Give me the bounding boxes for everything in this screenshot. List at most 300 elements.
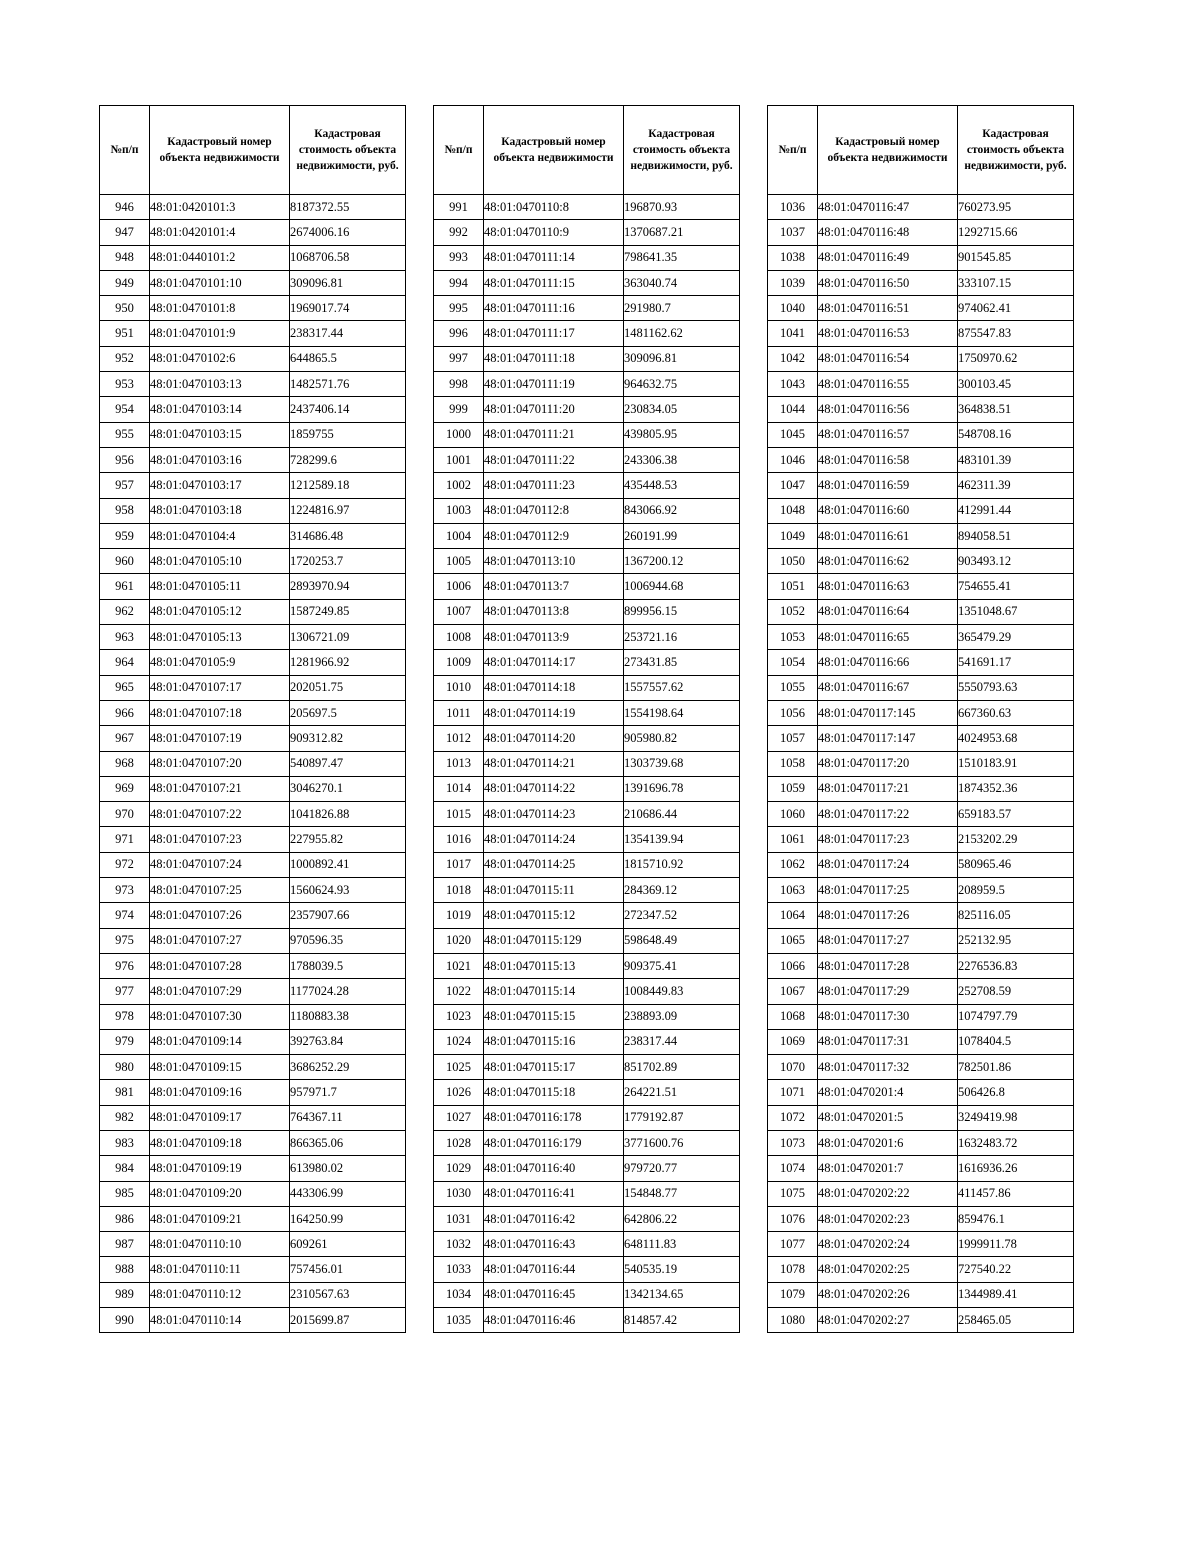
- cadastral-value: 252708.59: [958, 979, 1074, 1004]
- cadastral-number: 48:01:0470117:28: [818, 953, 958, 978]
- row-number: 1044: [768, 397, 818, 422]
- cadastral-number: 48:01:0470105:9: [150, 650, 290, 675]
- table-row: [100, 1232, 406, 1257]
- cadastral-value: 754655.41: [958, 574, 1074, 599]
- cadastral-value: 957971.7: [290, 1080, 406, 1105]
- row-number: 994: [434, 270, 484, 295]
- cadastral-number: 48:01:0470116:43: [484, 1232, 624, 1257]
- cadastral-value: 412991.44: [958, 498, 1074, 523]
- cadastral-value: 1292715.66: [958, 220, 1074, 245]
- table-row: [768, 700, 1074, 725]
- cadastral-number: 48:01:0470103:13: [150, 372, 290, 397]
- row-number: 1059: [768, 776, 818, 801]
- cadastral-number: 48:01:0470107:28: [150, 953, 290, 978]
- table-header-row: [768, 106, 1074, 195]
- row-number: 953: [100, 372, 150, 397]
- row-number: 959: [100, 523, 150, 548]
- table-row: [768, 321, 1074, 346]
- table-row: [100, 979, 406, 1004]
- row-number: 1038: [768, 245, 818, 270]
- cadastral-number: 48:01:0470113:8: [484, 599, 624, 624]
- table-row: [768, 1308, 1074, 1333]
- row-number: 1042: [768, 346, 818, 371]
- table-header-row: [100, 106, 406, 195]
- row-number: 996: [434, 321, 484, 346]
- table-row: [100, 220, 406, 245]
- cadastral-number: 48:01:0470116:45: [484, 1282, 624, 1307]
- cadastral-number: 48:01:0470115:16: [484, 1029, 624, 1054]
- row-number: 1052: [768, 599, 818, 624]
- table-row: [434, 700, 740, 725]
- cadastral-value: 309096.81: [290, 270, 406, 295]
- cadastral-value: 979720.77: [624, 1156, 740, 1181]
- row-number: 1026: [434, 1080, 484, 1105]
- cadastral-value: 238317.44: [290, 321, 406, 346]
- row-number: 1048: [768, 498, 818, 523]
- cadastral-value: 363040.74: [624, 270, 740, 295]
- cadastral-value: 1074797.79: [958, 1004, 1074, 1029]
- cadastral-value: 208959.5: [958, 878, 1074, 903]
- row-number: 992: [434, 220, 484, 245]
- row-number: 1001: [434, 447, 484, 472]
- cadastral-number: 48:01:0470111:18: [484, 346, 624, 371]
- cadastral-value: 210686.44: [624, 802, 740, 827]
- table-row: [434, 878, 740, 903]
- row-number: 954: [100, 397, 150, 422]
- cadastral-number: 48:01:0470116:48: [818, 220, 958, 245]
- table-row: [434, 1282, 740, 1307]
- cadastral-value: 1342134.65: [624, 1282, 740, 1307]
- cadastral-value: 1632483.72: [958, 1130, 1074, 1155]
- header-num: №п/п: [768, 106, 818, 195]
- cadastral-value: 1006944.68: [624, 574, 740, 599]
- cadastral-number: 48:01:0470107:23: [150, 827, 290, 852]
- cadastral-value: 1177024.28: [290, 979, 406, 1004]
- cadastral-value: 1000892.41: [290, 852, 406, 877]
- cadastral-number: 48:01:0470201:6: [818, 1130, 958, 1155]
- table-row: [768, 473, 1074, 498]
- table-row: [768, 852, 1074, 877]
- row-number: 974: [100, 903, 150, 928]
- table-row: [100, 1130, 406, 1155]
- cadastral-value: 1303739.68: [624, 751, 740, 776]
- table-row: [768, 878, 1074, 903]
- cadastral-value: 728299.6: [290, 447, 406, 472]
- table-row: [434, 1232, 740, 1257]
- table-row: [434, 447, 740, 472]
- cadastral-number: 48:01:0470115:18: [484, 1080, 624, 1105]
- cadastral-value: 1482571.76: [290, 372, 406, 397]
- row-number: 1019: [434, 903, 484, 928]
- row-number: 1035: [434, 1308, 484, 1333]
- row-number: 955: [100, 422, 150, 447]
- table-row: [768, 1029, 1074, 1054]
- row-number: 1021: [434, 953, 484, 978]
- row-number: 990: [100, 1308, 150, 1333]
- table-row: [434, 675, 740, 700]
- table-row: [768, 625, 1074, 650]
- cadastral-value: 252132.95: [958, 928, 1074, 953]
- table-row: [768, 447, 1074, 472]
- row-number: 958: [100, 498, 150, 523]
- cadastral-number: 48:01:0470101:8: [150, 296, 290, 321]
- cadastral-value: 859476.1: [958, 1206, 1074, 1231]
- row-number: 948: [100, 245, 150, 270]
- cadastral-value: 866365.06: [290, 1130, 406, 1155]
- cadastral-number: 48:01:0470115:12: [484, 903, 624, 928]
- table-row: [434, 650, 740, 675]
- row-number: 1003: [434, 498, 484, 523]
- table-row: [434, 422, 740, 447]
- table-row: [100, 574, 406, 599]
- cadastral-value: 273431.85: [624, 650, 740, 675]
- cadastral-number: 48:01:0470107:19: [150, 726, 290, 751]
- table-row: [434, 1004, 740, 1029]
- table-row: [434, 827, 740, 852]
- cadastral-value: 443306.99: [290, 1181, 406, 1206]
- row-number: 991: [434, 195, 484, 220]
- cadastral-value: 644865.5: [290, 346, 406, 371]
- cadastral-value: 333107.15: [958, 270, 1074, 295]
- table-row: [434, 1308, 740, 1333]
- table-body: [768, 195, 1074, 1333]
- header-cadastral-value: Кадастровая стоимость объекта недвижимости, руб.: [958, 106, 1074, 195]
- cadastral-value: 435448.53: [624, 473, 740, 498]
- table-row: [100, 675, 406, 700]
- table-row: [100, 1257, 406, 1282]
- cadastral-number: 48:01:0470116:60: [818, 498, 958, 523]
- cadastral-value: 291980.7: [624, 296, 740, 321]
- row-number: 1060: [768, 802, 818, 827]
- table-row: [100, 776, 406, 801]
- cadastral-value: 667360.63: [958, 700, 1074, 725]
- cadastral-number: 48:01:0470117:32: [818, 1055, 958, 1080]
- row-number: 1015: [434, 802, 484, 827]
- row-number: 981: [100, 1080, 150, 1105]
- row-number: 1030: [434, 1181, 484, 1206]
- cadastral-value: 2357907.66: [290, 903, 406, 928]
- cadastral-number: 48:01:0470116:65: [818, 625, 958, 650]
- cadastral-number: 48:01:0470110:9: [484, 220, 624, 245]
- row-number: 946: [100, 195, 150, 220]
- cadastral-number: 48:01:0470117:31: [818, 1029, 958, 1054]
- cadastral-value: 1560624.93: [290, 878, 406, 903]
- cadastral-number: 48:01:0470116:57: [818, 422, 958, 447]
- row-number: 997: [434, 346, 484, 371]
- cadastral-number: 48:01:0470111:19: [484, 372, 624, 397]
- cadastral-value: 483101.39: [958, 447, 1074, 472]
- row-number: 1072: [768, 1105, 818, 1130]
- cadastral-number: 48:01:0470107:20: [150, 751, 290, 776]
- table-row: [768, 827, 1074, 852]
- cadastral-table-1: [99, 105, 406, 1333]
- cadastral-value: 609261: [290, 1232, 406, 1257]
- table-row: [100, 928, 406, 953]
- cadastral-value: 899956.15: [624, 599, 740, 624]
- table-row: [768, 1156, 1074, 1181]
- cadastral-number: 48:01:0470116:49: [818, 245, 958, 270]
- row-number: 1057: [768, 726, 818, 751]
- table-row: [768, 751, 1074, 776]
- cadastral-number: 48:01:0470114:24: [484, 827, 624, 852]
- table-row: [100, 1055, 406, 1080]
- table-row: [434, 953, 740, 978]
- row-number: 1070: [768, 1055, 818, 1080]
- row-number: 1064: [768, 903, 818, 928]
- cadastral-value: 903493.12: [958, 549, 1074, 574]
- table-row: [434, 346, 740, 371]
- row-number: 1013: [434, 751, 484, 776]
- row-number: 1077: [768, 1232, 818, 1257]
- cadastral-value: 905980.82: [624, 726, 740, 751]
- cadastral-number: 48:01:0470116:42: [484, 1206, 624, 1231]
- table-row: [100, 599, 406, 624]
- row-number: 1016: [434, 827, 484, 852]
- table-row: [768, 1080, 1074, 1105]
- row-number: 1073: [768, 1130, 818, 1155]
- table-row: [768, 1105, 1074, 1130]
- row-number: 1031: [434, 1206, 484, 1231]
- cadastral-number: 48:01:0470114:25: [484, 852, 624, 877]
- cadastral-number: 48:01:0470117:23: [818, 827, 958, 852]
- table-row: [100, 625, 406, 650]
- row-number: 985: [100, 1181, 150, 1206]
- row-number: 1036: [768, 195, 818, 220]
- header-cadastral-value: Кадастровая стоимость объекта недвижимости, руб.: [290, 106, 406, 195]
- table-row: [434, 903, 740, 928]
- row-number: 1004: [434, 523, 484, 548]
- cadastral-value: 5550793.63: [958, 675, 1074, 700]
- cadastral-value: 309096.81: [624, 346, 740, 371]
- cadastral-number: 48:01:0470117:30: [818, 1004, 958, 1029]
- cadastral-number: 48:01:0470107:18: [150, 700, 290, 725]
- cadastral-number: 48:01:0470117:22: [818, 802, 958, 827]
- table-row: [100, 650, 406, 675]
- cadastral-value: 260191.99: [624, 523, 740, 548]
- table-row: [434, 195, 740, 220]
- table-row: [768, 726, 1074, 751]
- table-row: [434, 498, 740, 523]
- table-row: [100, 473, 406, 498]
- cadastral-number: 48:01:0470114:17: [484, 650, 624, 675]
- cadastral-number: 48:01:0470116:56: [818, 397, 958, 422]
- row-number: 967: [100, 726, 150, 751]
- cadastral-number: 48:01:0470107:17: [150, 675, 290, 700]
- cadastral-value: 2893970.94: [290, 574, 406, 599]
- cadastral-number: 48:01:0470116:55: [818, 372, 958, 397]
- cadastral-number: 48:01:0470111:16: [484, 296, 624, 321]
- cadastral-number: 48:01:0470116:51: [818, 296, 958, 321]
- cadastral-value: 264221.51: [624, 1080, 740, 1105]
- row-number: 1008: [434, 625, 484, 650]
- cadastral-value: 1391696.78: [624, 776, 740, 801]
- cadastral-value: 540897.47: [290, 751, 406, 776]
- cadastral-number: 48:01:0470116:59: [818, 473, 958, 498]
- cadastral-number: 48:01:0470103:16: [150, 447, 290, 472]
- cadastral-value: 598648.49: [624, 928, 740, 953]
- row-number: 976: [100, 953, 150, 978]
- table-row: [100, 422, 406, 447]
- cadastral-value: 164250.99: [290, 1206, 406, 1231]
- table-row: [768, 928, 1074, 953]
- row-number: 1050: [768, 549, 818, 574]
- cadastral-number: 48:01:0470201:5: [818, 1105, 958, 1130]
- cadastral-value: 1354139.94: [624, 827, 740, 852]
- cadastral-number: 48:01:0470201:7: [818, 1156, 958, 1181]
- table-row: [100, 751, 406, 776]
- table-row: [768, 397, 1074, 422]
- cadastral-number: 48:01:0470114:19: [484, 700, 624, 725]
- row-number: 1071: [768, 1080, 818, 1105]
- cadastral-number: 48:01:0470103:17: [150, 473, 290, 498]
- table-row: [100, 1206, 406, 1231]
- cadastral-number: 48:01:0470109:18: [150, 1130, 290, 1155]
- cadastral-value: 196870.93: [624, 195, 740, 220]
- row-number: 1051: [768, 574, 818, 599]
- table-row: [434, 397, 740, 422]
- cadastral-value: 2310567.63: [290, 1282, 406, 1307]
- cadastral-value: 272347.52: [624, 903, 740, 928]
- table-row: [434, 523, 740, 548]
- row-number: 989: [100, 1282, 150, 1307]
- cadastral-number: 48:01:0470114:23: [484, 802, 624, 827]
- cadastral-number: 48:01:0470107:29: [150, 979, 290, 1004]
- row-number: 956: [100, 447, 150, 472]
- table-row: [100, 270, 406, 295]
- table-row: [434, 1206, 740, 1231]
- cadastral-value: 798641.35: [624, 245, 740, 270]
- row-number: 1054: [768, 650, 818, 675]
- cadastral-number: 48:01:0470107:27: [150, 928, 290, 953]
- row-number: 1027: [434, 1105, 484, 1130]
- row-number: 1062: [768, 852, 818, 877]
- table-row: [100, 372, 406, 397]
- cadastral-value: 462311.39: [958, 473, 1074, 498]
- cadastral-value: 1180883.38: [290, 1004, 406, 1029]
- row-number: 1002: [434, 473, 484, 498]
- row-number: 983: [100, 1130, 150, 1155]
- table-row: [434, 1257, 740, 1282]
- row-number: 966: [100, 700, 150, 725]
- cadastral-value: 782501.86: [958, 1055, 1074, 1080]
- table-row: [100, 321, 406, 346]
- cadastral-value: 909312.82: [290, 726, 406, 751]
- cadastral-number: 48:01:0470202:26: [818, 1282, 958, 1307]
- cadastral-value: 1068706.58: [290, 245, 406, 270]
- cadastral-number: 48:01:0470115:17: [484, 1055, 624, 1080]
- row-number: 1022: [434, 979, 484, 1004]
- cadastral-value: 1481162.62: [624, 321, 740, 346]
- table-row: [434, 599, 740, 624]
- row-number: 1032: [434, 1232, 484, 1257]
- row-number: 1056: [768, 700, 818, 725]
- cadastral-number: 48:01:0470202:27: [818, 1308, 958, 1333]
- cadastral-number: 48:01:0470105:12: [150, 599, 290, 624]
- table-row: [100, 878, 406, 903]
- cadastral-value: 1281966.92: [290, 650, 406, 675]
- row-number: 949: [100, 270, 150, 295]
- cadastral-value: 1370687.21: [624, 220, 740, 245]
- row-number: 960: [100, 549, 150, 574]
- table-row: [100, 1080, 406, 1105]
- cadastral-value: 1351048.67: [958, 599, 1074, 624]
- cadastral-number: 48:01:0470114:18: [484, 675, 624, 700]
- row-number: 970: [100, 802, 150, 827]
- table-row: [100, 549, 406, 574]
- cadastral-number: 48:01:0470109:15: [150, 1055, 290, 1080]
- table-row: [768, 574, 1074, 599]
- cadastral-number: 48:01:0470116:62: [818, 549, 958, 574]
- row-number: 962: [100, 599, 150, 624]
- cadastral-value: 548708.16: [958, 422, 1074, 447]
- table-row: [768, 498, 1074, 523]
- row-number: 1041: [768, 321, 818, 346]
- cadastral-number: 48:01:0470110:12: [150, 1282, 290, 1307]
- table-row: [434, 1080, 740, 1105]
- row-number: 1074: [768, 1156, 818, 1181]
- row-number: 984: [100, 1156, 150, 1181]
- cadastral-value: 3046270.1: [290, 776, 406, 801]
- table-row: [100, 953, 406, 978]
- cadastral-value: 2674006.16: [290, 220, 406, 245]
- cadastral-value: 875547.83: [958, 321, 1074, 346]
- cadastral-number: 48:01:0470103:14: [150, 397, 290, 422]
- table-row: [768, 195, 1074, 220]
- cadastral-value: 243306.38: [624, 447, 740, 472]
- table-row: [434, 321, 740, 346]
- table-row: [768, 245, 1074, 270]
- cadastral-value: 1999911.78: [958, 1232, 1074, 1257]
- row-number: 1066: [768, 953, 818, 978]
- table-row: [768, 650, 1074, 675]
- row-number: 1049: [768, 523, 818, 548]
- cadastral-number: 48:01:0470201:4: [818, 1080, 958, 1105]
- cadastral-number: 48:01:0470116:58: [818, 447, 958, 472]
- cadastral-number: 48:01:0470110:10: [150, 1232, 290, 1257]
- cadastral-number: 48:01:0470112:8: [484, 498, 624, 523]
- row-number: 986: [100, 1206, 150, 1231]
- cadastral-number: 48:01:0470117:29: [818, 979, 958, 1004]
- row-number: 1010: [434, 675, 484, 700]
- table-row: [434, 802, 740, 827]
- table-row: [434, 296, 740, 321]
- table-row: [768, 1206, 1074, 1231]
- row-number: 964: [100, 650, 150, 675]
- row-number: 1024: [434, 1029, 484, 1054]
- row-number: 952: [100, 346, 150, 371]
- cadastral-number: 48:01:0470116:67: [818, 675, 958, 700]
- row-number: 1067: [768, 979, 818, 1004]
- cadastral-value: 2276536.83: [958, 953, 1074, 978]
- table-row: [768, 1130, 1074, 1155]
- row-number: 1017: [434, 852, 484, 877]
- cadastral-value: 253721.16: [624, 625, 740, 650]
- cadastral-value: 1720253.7: [290, 549, 406, 574]
- table-row: [434, 1156, 740, 1181]
- cadastral-value: 1779192.87: [624, 1105, 740, 1130]
- row-number: 982: [100, 1105, 150, 1130]
- cadastral-value: 642806.22: [624, 1206, 740, 1231]
- table-row: [768, 776, 1074, 801]
- row-number: 947: [100, 220, 150, 245]
- cadastral-number: 48:01:0470107:22: [150, 802, 290, 827]
- row-number: 998: [434, 372, 484, 397]
- cadastral-value: 901545.85: [958, 245, 1074, 270]
- table-row: [434, 220, 740, 245]
- row-number: 999: [434, 397, 484, 422]
- table-row: [100, 447, 406, 472]
- table-row: [100, 1308, 406, 1333]
